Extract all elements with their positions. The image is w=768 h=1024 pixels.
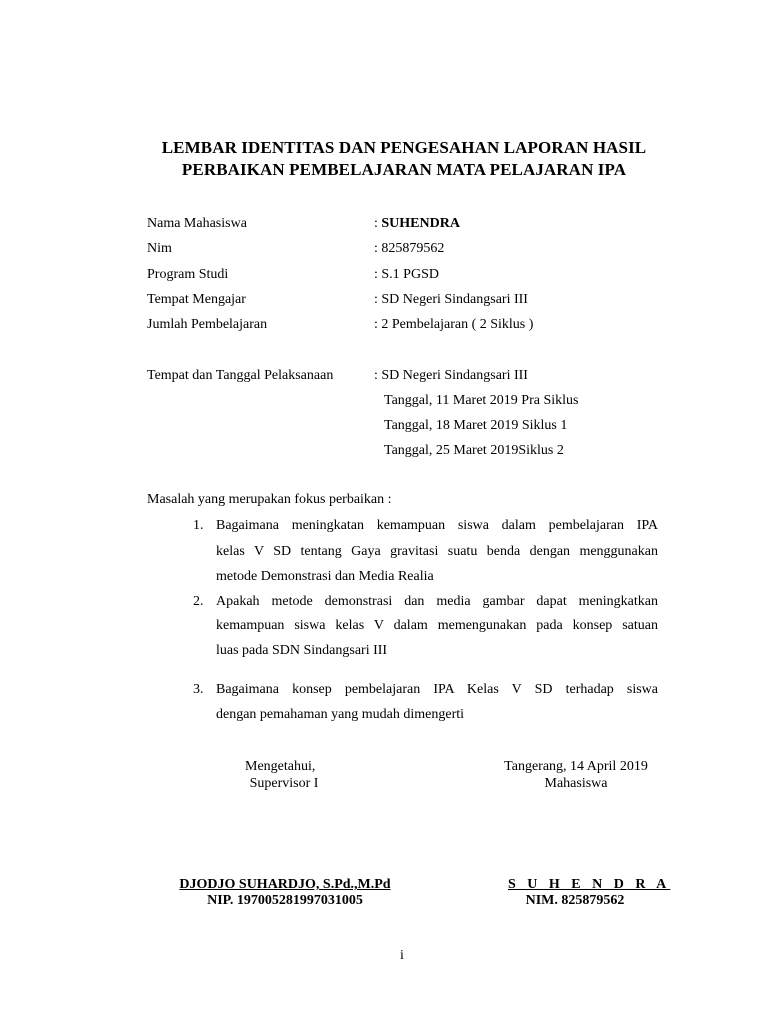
focus-item-2-number: 2. xyxy=(193,594,204,609)
identity-name-label: Nama Mahasiswa xyxy=(147,216,247,231)
approval-left xyxy=(245,758,325,792)
focus-item-2-line-1: Apakah metode demonstrasi dan media gambar dapat meningkatkan xyxy=(216,594,658,609)
approval-left-line-1: Mengetahui, xyxy=(245,759,316,774)
focus-item-2-line-3: luas pada SDN Sindangsari III xyxy=(216,643,388,658)
identity-name-value: SUHENDRA xyxy=(381,216,460,231)
execution-date-2: Tanggal, 18 Maret 2019 Siklus 1 xyxy=(384,418,568,433)
identity-nim-value: : 825879562 xyxy=(374,241,445,256)
identity-name-value-wrap xyxy=(374,214,460,234)
student-nim: NIM. 825879562 xyxy=(525,893,625,908)
identity-count-label: Jumlah Pembelajaran xyxy=(147,317,268,332)
approval-right-line-1: Tangerang, 14 April 2019 xyxy=(504,759,648,774)
approval-right-line-2: Mahasiswa xyxy=(544,776,608,791)
identity-program-label: Program Studi xyxy=(147,267,229,282)
execution-value: : SD Negeri Sindangsari III xyxy=(374,368,528,383)
identity-count-value: : 2 Pembelajaran ( 2 Siklus ) xyxy=(374,317,534,332)
identity-program-value: : S.1 PGSD xyxy=(374,267,439,282)
focus-item-1-line-1: Bagaimana meningkatan kemampuan siswa dalam pembelajaran IPA xyxy=(216,518,658,533)
document-title-line-1: LEMBAR IDENTITAS DAN PENGESAHAN LAPORAN HASIL xyxy=(161,138,647,157)
approval-left-line-2: Supervisor I xyxy=(249,776,319,791)
approval-right xyxy=(488,758,664,792)
focus-item-3-number: 3. xyxy=(193,682,204,697)
focus-item-1-line-3: metode Demonstrasi dan Media Realia xyxy=(216,569,434,584)
supervisor-nip: NIP. 197005281997031005 xyxy=(207,893,363,908)
execution-date-1: Tanggal, 11 Maret 2019 Pra Siklus xyxy=(384,393,579,408)
focus-item-1-number: 1. xyxy=(193,518,204,533)
focus-item-3-line-2: dengan pemahaman yang mudah dimengerti xyxy=(216,707,465,722)
identity-place-value: : SD Negeri Sindangsari III xyxy=(374,292,528,307)
page-number: i xyxy=(400,948,404,963)
focus-heading: Masalah yang merupakan fokus perbaikan : xyxy=(147,492,392,507)
execution-date-3: Tanggal, 25 Maret 2019Siklus 2 xyxy=(384,443,564,458)
supervisor-name: DJODJO SUHARDJO, S.Pd.,M.Pd xyxy=(179,877,391,892)
student-name: S U H E N D R A xyxy=(508,877,671,892)
identity-place-label: Tempat Mengajar xyxy=(147,292,246,307)
focus-item-3-line-1: Bagaimana konsep pembelajaran IPA Kelas V SD terhadap siswa xyxy=(216,682,658,697)
identity-name-prefix: : xyxy=(374,216,382,231)
focus-item-2-line-2: kemampuan siswa kelas V dalam memengunakan pada konsep satuan xyxy=(216,618,658,633)
document-title-line-2: PERBAIKAN PEMBELAJARAN MATA PELAJARAN IPA xyxy=(181,160,627,179)
execution-label: Tempat dan Tanggal Pelaksanaan xyxy=(147,368,334,383)
identity-nim-label: Nim xyxy=(147,241,172,256)
focus-item-1-line-2: kelas V SD tentang Gaya gravitasi suatu benda dengan menggunakan xyxy=(216,544,658,559)
